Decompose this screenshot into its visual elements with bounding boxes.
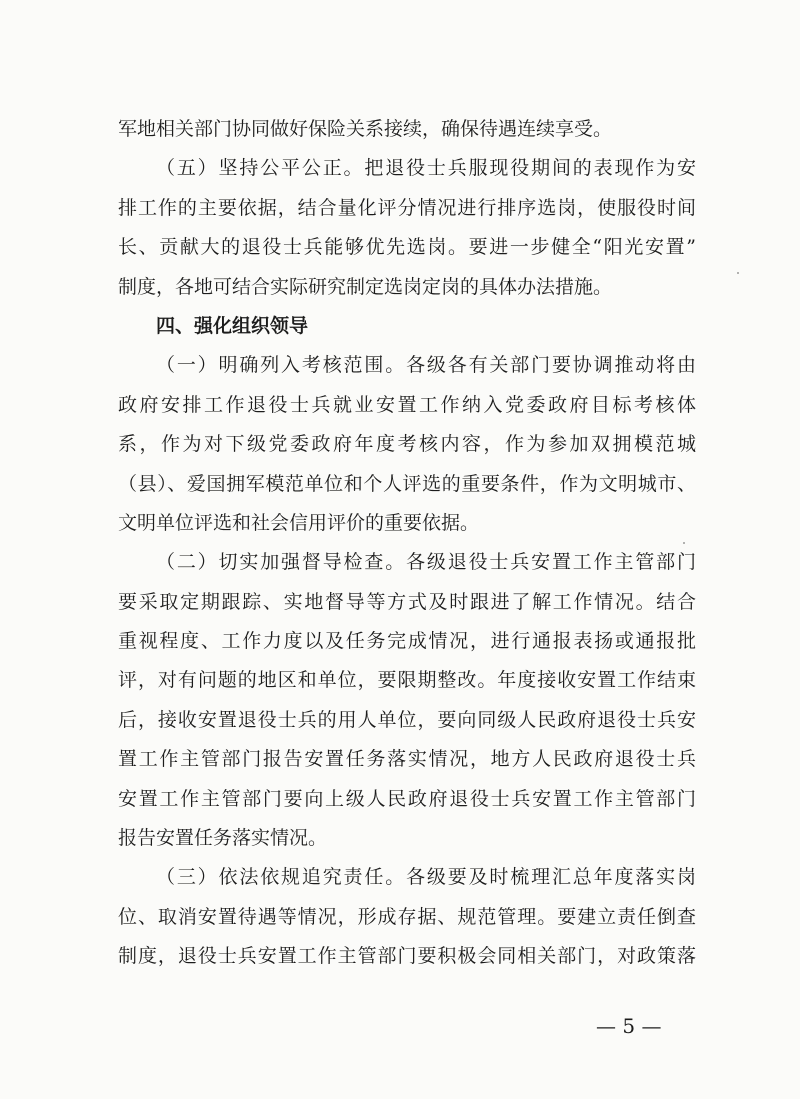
text-line: 政府安排工作退役士兵就业安置工作纳入党委政府目标考核体 <box>118 393 696 416</box>
text-line: 排工作的主要依据，结合量化评分情况进行排序选岗，使服役时间 <box>118 196 696 219</box>
page-number: — 5 — <box>596 1014 662 1038</box>
scan-speck <box>737 272 739 274</box>
text-line: 制度，退役士兵安置工作主管部门要积极会同相关部门，对政策落 <box>118 945 696 968</box>
subsection-two-lead: （二）切实加强督导检查。各级退役士兵安置工作主管部门 <box>156 551 696 574</box>
text-line: 系，作为对下级党委政府年度考核内容，作为参加双拥模范城 <box>118 433 696 456</box>
text-line: 位、取消安置待遇等情况，形成存据、规范管理。要建立责任倒查 <box>118 905 696 928</box>
text-line: 后，接收安置退役士兵的用人单位，要向同级人民政府退役士兵安 <box>118 708 696 731</box>
text-line: 评，对有问题的地区和单位，要限期整改。年度接收安置工作结束 <box>118 669 696 692</box>
scan-speck <box>683 542 685 544</box>
text-line: 要采取定期跟踪、实地督导等方式及时跟进了解工作情况。结合 <box>118 590 696 613</box>
subsection-one-lead: （一）明确列入考核范围。各级各有关部门要协调推动将由 <box>156 354 696 377</box>
text-line: 安置工作主管部门要向上级人民政府退役士兵安置工作主管部门 <box>118 787 696 810</box>
text-line: 置工作主管部门报告安置任务落实情况，地方人民政府退役士兵 <box>118 748 696 771</box>
text-line: 重视程度、工作力度以及任务完成情况，进行通报表扬或通报批 <box>118 630 696 653</box>
text-line: 军地相关部门协同做好保险关系接续，确保待遇连续享受。 <box>118 118 613 140</box>
text-line: 长、贡献大的退役士兵能够优先选岗。要进一步健全“阳光安置” <box>118 236 696 259</box>
section-heading: 四、强化组织领导 <box>156 314 309 337</box>
subsection-three-lead: （三）依法依规追究责任。各级要及时梳理汇总年度落实岗 <box>156 866 696 889</box>
text-line: （县）、爱国拥军模范单位和个人评选的重要条件，作为文明城市、 <box>118 472 696 495</box>
text-line: 制度，各地可结合实际研究制定选岗定岗的具体办法措施。 <box>118 275 613 298</box>
text-line: 文明单位评选和社会信用评价的重要依据。 <box>118 511 480 534</box>
body-text <box>118 110 696 977</box>
text-line: 报告安置任务落实情况。 <box>118 827 328 850</box>
section-five-lead: （五）坚持公平公正。把退役士兵服现役期间的表现作为安 <box>156 157 696 180</box>
